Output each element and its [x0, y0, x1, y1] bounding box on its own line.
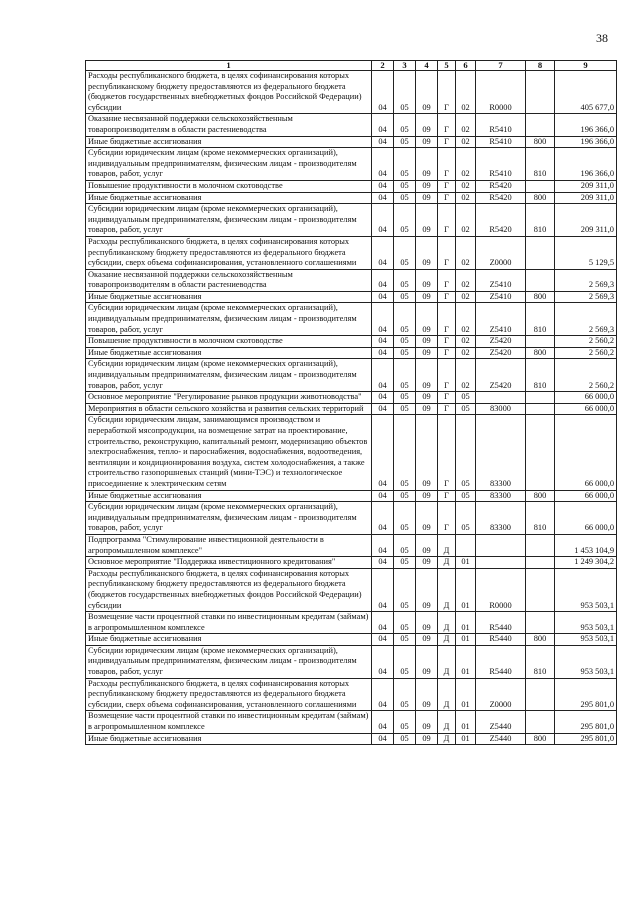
- code-cell: 05: [394, 71, 416, 114]
- code-cell: 04: [372, 192, 394, 204]
- code-cell: R0000: [476, 568, 526, 611]
- amount-cell: 5 129,5: [555, 236, 617, 269]
- code-cell: 05: [456, 392, 476, 404]
- code-cell: 04: [372, 403, 394, 415]
- code-cell: 05: [394, 502, 416, 535]
- code-cell: 01: [456, 568, 476, 611]
- code-cell: 02: [456, 114, 476, 136]
- table-row: [86, 71, 617, 114]
- code-cell: 05: [394, 136, 416, 148]
- code-cell: Г: [438, 347, 456, 359]
- row-description: Иные бюджетные ассигнования: [86, 347, 372, 359]
- row-description: Субсидии юридическим лицам, занимающимся производством и переработкой мясопродукции, на возмещение затрат на проектирование, строительство, реконструкцию, капитальный ремонт, модернизацию объектов электроснабжения, тепло- и пароснабжения, водоснабжения, водоотведения, вентиляции и кондиционирования воздуха, систем холодоснабжения, а также строительство газопоршневых станций (мини-ТЭС) и технологическое присоединение к электрическим сетям: [86, 415, 372, 490]
- table-row: [86, 612, 617, 634]
- code-cell: 810: [526, 645, 555, 678]
- code-cell: 02: [456, 180, 476, 192]
- code-cell: 800: [526, 192, 555, 204]
- table-row: [86, 557, 617, 569]
- table-row: [86, 269, 617, 291]
- code-cell: [526, 534, 555, 556]
- row-description: Основное мероприятие "Поддержка инвестиционного кредитования": [86, 557, 372, 569]
- code-cell: Г: [438, 236, 456, 269]
- code-cell: 02: [456, 236, 476, 269]
- code-cell: Z0000: [476, 678, 526, 711]
- code-cell: 800: [526, 136, 555, 148]
- table-row: [86, 347, 617, 359]
- code-cell: Z5410: [476, 303, 526, 336]
- code-cell: Д: [438, 568, 456, 611]
- header-cell: 1: [86, 61, 372, 71]
- code-cell: 800: [526, 733, 555, 745]
- header-cell: 2: [372, 61, 394, 71]
- code-cell: R5440: [476, 634, 526, 646]
- code-cell: 02: [456, 269, 476, 291]
- row-description: Расходы республиканского бюджета, в целях софинансирования которых республиканскому бюджету предоставляются из федерального бюджета (бюджетов государственных внебюджетных фондов Российской Федерации) субсидии: [86, 568, 372, 611]
- code-cell: R5420: [476, 204, 526, 237]
- amount-cell: 953 503,1: [555, 612, 617, 634]
- code-cell: 04: [372, 502, 394, 535]
- row-description: Подпрограмма "Стимулирование инвестиционной деятельности в агропромышленном комплексе": [86, 534, 372, 556]
- row-description: Расходы республиканского бюджета, в целях софинансирования которых республиканскому бюджету предоставляются из федерального бюджета (бюджетов государственных внебюджетных фондов Российской Федерации) субсидии: [86, 71, 372, 114]
- code-cell: Г: [438, 403, 456, 415]
- code-cell: [526, 557, 555, 569]
- budget-table: [85, 60, 617, 745]
- row-description: Иные бюджетные ассигнования: [86, 291, 372, 303]
- code-cell: 09: [416, 634, 438, 646]
- code-cell: 09: [416, 347, 438, 359]
- code-cell: R5410: [476, 136, 526, 148]
- code-cell: R5420: [476, 192, 526, 204]
- code-cell: 05: [394, 733, 416, 745]
- table-row: [86, 733, 617, 745]
- code-cell: Z5440: [476, 733, 526, 745]
- code-cell: 01: [456, 645, 476, 678]
- code-cell: 04: [372, 303, 394, 336]
- code-cell: 04: [372, 180, 394, 192]
- code-cell: Z5420: [476, 359, 526, 392]
- row-description: Повышение продуктивности в молочном скотоводстве: [86, 180, 372, 192]
- code-cell: 01: [456, 557, 476, 569]
- code-cell: 83300: [476, 415, 526, 490]
- code-cell: 04: [372, 534, 394, 556]
- row-description: Субсидии юридическим лицам (кроме некоммерческих организаций), индивидуальным предпринимателям, физическим лицам - производителям товаров, работ, услуг: [86, 204, 372, 237]
- code-cell: 05: [394, 645, 416, 678]
- code-cell: 09: [416, 136, 438, 148]
- code-cell: 02: [456, 71, 476, 114]
- header-cell: 9: [555, 61, 617, 71]
- code-cell: 05: [394, 236, 416, 269]
- code-cell: 09: [416, 645, 438, 678]
- code-cell: 09: [416, 359, 438, 392]
- code-cell: 09: [416, 534, 438, 556]
- code-cell: [456, 534, 476, 556]
- table-row: [86, 415, 617, 490]
- code-cell: 83300: [476, 502, 526, 535]
- code-cell: 05: [394, 269, 416, 291]
- amount-cell: 1 249 304,2: [555, 557, 617, 569]
- code-cell: 01: [456, 634, 476, 646]
- code-cell: Д: [438, 678, 456, 711]
- code-cell: 810: [526, 303, 555, 336]
- code-cell: Z5420: [476, 336, 526, 348]
- amount-cell: 953 503,1: [555, 568, 617, 611]
- code-cell: 09: [416, 114, 438, 136]
- code-cell: [526, 612, 555, 634]
- code-cell: 04: [372, 415, 394, 490]
- table-row: [86, 359, 617, 392]
- code-cell: 05: [394, 678, 416, 711]
- row-description: Оказание несвязанной поддержки сельскохозяйственным товаропроизводителям в области растениеводства: [86, 269, 372, 291]
- amount-cell: 295 801,0: [555, 711, 617, 733]
- code-cell: [526, 678, 555, 711]
- code-cell: 05: [394, 403, 416, 415]
- code-cell: 09: [416, 490, 438, 502]
- amount-cell: 66 000,0: [555, 403, 617, 415]
- code-cell: [526, 711, 555, 733]
- code-cell: 05: [394, 612, 416, 634]
- row-description: Субсидии юридическим лицам (кроме некоммерческих организаций), индивидуальным предпринимателям, физическим лицам - производителям товаров, работ, услуг: [86, 303, 372, 336]
- code-cell: 01: [456, 733, 476, 745]
- code-cell: 05: [394, 347, 416, 359]
- code-cell: [526, 415, 555, 490]
- code-cell: 05: [456, 415, 476, 490]
- amount-cell: 209 311,0: [555, 204, 617, 237]
- code-cell: Д: [438, 733, 456, 745]
- code-cell: 810: [526, 148, 555, 181]
- code-cell: 04: [372, 612, 394, 634]
- code-cell: 09: [416, 711, 438, 733]
- table-row: [86, 502, 617, 535]
- code-cell: Г: [438, 359, 456, 392]
- code-cell: Г: [438, 204, 456, 237]
- code-cell: 04: [372, 291, 394, 303]
- code-cell: 09: [416, 71, 438, 114]
- code-cell: 04: [372, 336, 394, 348]
- code-cell: 09: [416, 148, 438, 181]
- code-cell: Д: [438, 534, 456, 556]
- code-cell: 05: [394, 291, 416, 303]
- code-cell: [476, 534, 526, 556]
- code-cell: 01: [456, 612, 476, 634]
- code-cell: Г: [438, 148, 456, 181]
- code-cell: 05: [456, 502, 476, 535]
- code-cell: 05: [394, 568, 416, 611]
- code-cell: 01: [456, 678, 476, 711]
- amount-cell: 66 000,0: [555, 392, 617, 404]
- code-cell: 04: [372, 634, 394, 646]
- code-cell: 04: [372, 490, 394, 502]
- code-cell: 01: [456, 711, 476, 733]
- row-description: Основное мероприятие "Регулирование рынков продукции животноводства": [86, 392, 372, 404]
- amount-cell: 196 366,0: [555, 136, 617, 148]
- code-cell: 83000: [476, 403, 526, 415]
- code-cell: 02: [456, 336, 476, 348]
- table-row: [86, 392, 617, 404]
- amount-cell: 2 560,2: [555, 336, 617, 348]
- code-cell: 09: [416, 568, 438, 611]
- row-description: Субсидии юридическим лицам (кроме некоммерческих организаций), индивидуальным предпринимателям, физическим лицам - производителям товаров, работ, услуг: [86, 148, 372, 181]
- row-description: Иные бюджетные ассигнования: [86, 136, 372, 148]
- row-description: Субсидии юридическим лицам (кроме некоммерческих организаций), индивидуальным предпринимателям, физическим лицам - производителям товаров, работ, услуг: [86, 502, 372, 535]
- code-cell: Г: [438, 490, 456, 502]
- code-cell: Г: [438, 114, 456, 136]
- amount-cell: 295 801,0: [555, 733, 617, 745]
- row-description: Оказание несвязанной поддержки сельскохозяйственным товаропроизводителям в области растениеводства: [86, 114, 372, 136]
- amount-cell: 295 801,0: [555, 678, 617, 711]
- table-row: [86, 490, 617, 502]
- amount-cell: 953 503,1: [555, 634, 617, 646]
- code-cell: Z0000: [476, 236, 526, 269]
- code-cell: 02: [456, 347, 476, 359]
- amount-cell: 66 000,0: [555, 502, 617, 535]
- table-row: [86, 136, 617, 148]
- amount-cell: 196 366,0: [555, 114, 617, 136]
- code-cell: 810: [526, 502, 555, 535]
- code-cell: 05: [456, 403, 476, 415]
- row-description: Расходы республиканского бюджета, в целях софинансирования которых республиканскому бюджету предоставляются из федерального бюджета субсидии, сверх объема софинансирования, установленного соглашениями: [86, 236, 372, 269]
- code-cell: Г: [438, 136, 456, 148]
- table-row: [86, 204, 617, 237]
- header-cell: 4: [416, 61, 438, 71]
- code-cell: R5410: [476, 114, 526, 136]
- code-cell: Д: [438, 557, 456, 569]
- code-cell: 09: [416, 415, 438, 490]
- code-cell: 05: [394, 148, 416, 181]
- code-cell: Д: [438, 634, 456, 646]
- table-row: [86, 645, 617, 678]
- code-cell: [526, 269, 555, 291]
- row-description: Расходы республиканского бюджета, в целях софинансирования которых республиканскому бюджету предоставляются из федерального бюджета субсидии, сверх объема софинансирования, установленного соглашениями: [86, 678, 372, 711]
- code-cell: 05: [394, 180, 416, 192]
- code-cell: Z5440: [476, 711, 526, 733]
- table-row: [86, 634, 617, 646]
- code-cell: Z5410: [476, 269, 526, 291]
- code-cell: Д: [438, 612, 456, 634]
- amount-cell: 2 569,3: [555, 303, 617, 336]
- row-description: Иные бюджетные ассигнования: [86, 192, 372, 204]
- code-cell: 09: [416, 180, 438, 192]
- header-cell: 3: [394, 61, 416, 71]
- amount-cell: 2 560,2: [555, 359, 617, 392]
- header-cell: 6: [456, 61, 476, 71]
- code-cell: Г: [438, 291, 456, 303]
- code-cell: R5440: [476, 612, 526, 634]
- code-cell: 800: [526, 291, 555, 303]
- code-cell: Г: [438, 415, 456, 490]
- code-cell: Д: [438, 645, 456, 678]
- row-description: Возмещение части процентной ставки по инвестиционным кредитам (займам) в агропромышленном комплексе: [86, 711, 372, 733]
- amount-cell: 953 503,1: [555, 645, 617, 678]
- amount-cell: 2 569,3: [555, 269, 617, 291]
- code-cell: 05: [394, 114, 416, 136]
- code-cell: 04: [372, 557, 394, 569]
- row-description: Возмещение части процентной ставки по инвестиционным кредитам (займам) в агропромышленном комплексе: [86, 612, 372, 634]
- code-cell: 09: [416, 236, 438, 269]
- code-cell: 04: [372, 136, 394, 148]
- code-cell: 05: [394, 634, 416, 646]
- code-cell: Г: [438, 392, 456, 404]
- code-cell: 05: [394, 392, 416, 404]
- code-cell: 04: [372, 392, 394, 404]
- code-cell: 02: [456, 192, 476, 204]
- code-cell: 02: [456, 136, 476, 148]
- table-body: [86, 71, 617, 745]
- table-row: [86, 114, 617, 136]
- code-cell: 04: [372, 236, 394, 269]
- code-cell: 04: [372, 347, 394, 359]
- code-cell: 800: [526, 347, 555, 359]
- code-cell: 04: [372, 148, 394, 181]
- code-cell: 04: [372, 114, 394, 136]
- row-description: Повышение продуктивности в молочном скотоводстве: [86, 336, 372, 348]
- code-cell: 05: [394, 415, 416, 490]
- amount-cell: 66 000,0: [555, 415, 617, 490]
- code-cell: [476, 392, 526, 404]
- code-cell: Г: [438, 303, 456, 336]
- row-description: Иные бюджетные ассигнования: [86, 634, 372, 646]
- table-row: [86, 148, 617, 181]
- code-cell: [526, 71, 555, 114]
- table-row: [86, 192, 617, 204]
- code-cell: 09: [416, 403, 438, 415]
- code-cell: R5440: [476, 645, 526, 678]
- code-cell: 02: [456, 303, 476, 336]
- code-cell: 05: [394, 490, 416, 502]
- code-cell: 02: [456, 148, 476, 181]
- code-cell: Г: [438, 180, 456, 192]
- header-cell: 8: [526, 61, 555, 71]
- code-cell: 02: [456, 291, 476, 303]
- table-row: [86, 678, 617, 711]
- code-cell: Г: [438, 269, 456, 291]
- row-description: Иные бюджетные ассигнования: [86, 490, 372, 502]
- code-cell: R0000: [476, 71, 526, 114]
- code-cell: [526, 114, 555, 136]
- code-cell: 04: [372, 568, 394, 611]
- code-cell: 02: [456, 359, 476, 392]
- table-row: [86, 180, 617, 192]
- code-cell: 09: [416, 303, 438, 336]
- code-cell: Г: [438, 502, 456, 535]
- header-cell: 5: [438, 61, 456, 71]
- code-cell: 05: [394, 557, 416, 569]
- code-cell: 09: [416, 678, 438, 711]
- row-description: Субсидии юридическим лицам (кроме некоммерческих организаций), индивидуальным предпринимателям, физическим лицам - производителям товаров, работ, услуг: [86, 359, 372, 392]
- code-cell: 810: [526, 359, 555, 392]
- amount-cell: 405 677,0: [555, 71, 617, 114]
- code-cell: 05: [394, 359, 416, 392]
- code-cell: Г: [438, 336, 456, 348]
- code-cell: [526, 403, 555, 415]
- code-cell: 09: [416, 269, 438, 291]
- amount-cell: 66 000,0: [555, 490, 617, 502]
- code-cell: Z5420: [476, 347, 526, 359]
- code-cell: 09: [416, 392, 438, 404]
- table-row: [86, 291, 617, 303]
- header-cell: 7: [476, 61, 526, 71]
- amount-cell: 209 311,0: [555, 192, 617, 204]
- code-cell: 05: [394, 711, 416, 733]
- code-cell: 09: [416, 612, 438, 634]
- table-row: [86, 303, 617, 336]
- row-description: Мероприятия в области сельского хозяйства и развития сельских территорий: [86, 403, 372, 415]
- table-row: [86, 403, 617, 415]
- code-cell: [526, 568, 555, 611]
- code-cell: R5420: [476, 180, 526, 192]
- header-row: [86, 61, 617, 71]
- code-cell: 05: [394, 204, 416, 237]
- code-cell: Д: [438, 711, 456, 733]
- code-cell: 05: [394, 534, 416, 556]
- code-cell: 09: [416, 291, 438, 303]
- code-cell: 04: [372, 204, 394, 237]
- code-cell: 09: [416, 204, 438, 237]
- code-cell: 04: [372, 269, 394, 291]
- code-cell: 800: [526, 634, 555, 646]
- code-cell: 04: [372, 645, 394, 678]
- code-cell: 800: [526, 490, 555, 502]
- row-description: Иные бюджетные ассигнования: [86, 733, 372, 745]
- code-cell: 05: [456, 490, 476, 502]
- code-cell: 04: [372, 711, 394, 733]
- code-cell: 02: [456, 204, 476, 237]
- code-cell: Г: [438, 71, 456, 114]
- code-cell: 09: [416, 557, 438, 569]
- amount-cell: 1 453 104,9: [555, 534, 617, 556]
- amount-cell: 196 366,0: [555, 148, 617, 181]
- code-cell: [526, 392, 555, 404]
- code-cell: Г: [438, 192, 456, 204]
- code-cell: [526, 336, 555, 348]
- code-cell: 04: [372, 359, 394, 392]
- table-row: [86, 534, 617, 556]
- code-cell: 83300: [476, 490, 526, 502]
- row-description: Субсидии юридическим лицам (кроме некоммерческих организаций), индивидуальным предпринимателям, физическим лицам - производителям товаров, работ, услуг: [86, 645, 372, 678]
- table-row: [86, 336, 617, 348]
- code-cell: 09: [416, 733, 438, 745]
- amount-cell: 2 560,2: [555, 347, 617, 359]
- code-cell: [476, 557, 526, 569]
- code-cell: [526, 236, 555, 269]
- code-cell: 04: [372, 733, 394, 745]
- table-row: [86, 236, 617, 269]
- code-cell: [526, 180, 555, 192]
- code-cell: 05: [394, 336, 416, 348]
- code-cell: 04: [372, 678, 394, 711]
- amount-cell: 209 311,0: [555, 180, 617, 192]
- code-cell: 09: [416, 336, 438, 348]
- table-row: [86, 568, 617, 611]
- code-cell: 04: [372, 71, 394, 114]
- page-number: 38: [596, 31, 608, 45]
- code-cell: 05: [394, 192, 416, 204]
- table-row: [86, 711, 617, 733]
- code-cell: 09: [416, 502, 438, 535]
- code-cell: 05: [394, 303, 416, 336]
- amount-cell: 2 569,3: [555, 291, 617, 303]
- code-cell: 810: [526, 204, 555, 237]
- code-cell: R5410: [476, 148, 526, 181]
- code-cell: Z5410: [476, 291, 526, 303]
- code-cell: 09: [416, 192, 438, 204]
